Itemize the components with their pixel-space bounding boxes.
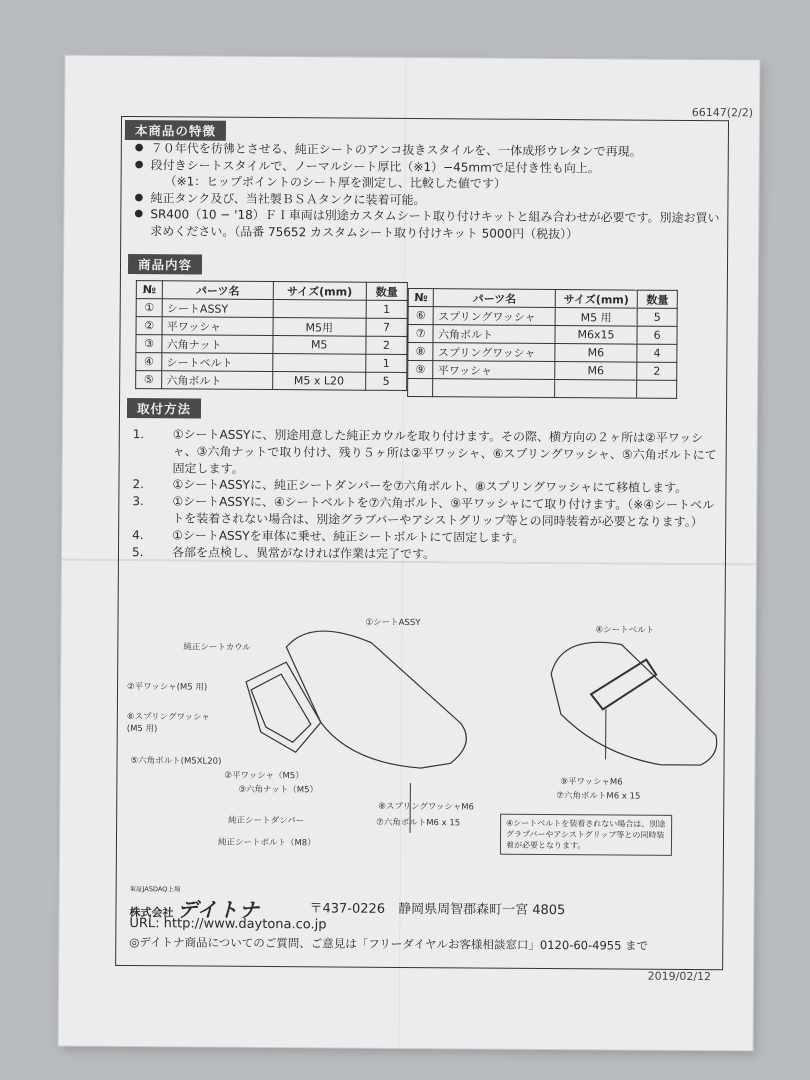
document-code: 66147(2/2) [691,105,754,120]
cell-part: 平ワッシャ [433,361,554,380]
col-qty: 数量 [637,290,677,308]
cell-no: ⑤ [136,371,162,389]
label-bolt-m6b: ⑦六角ボルトM6 x 15 [556,791,641,802]
cell-qty: 1 [366,354,407,372]
feature-note: （※1：ヒップポイントのシート厚を測定し、比較した値です） [164,174,506,191]
cell-size: M6 [555,344,638,363]
cell-no: ⑦ [408,324,434,342]
cell-part: シートASSY [162,299,272,318]
features-heading: 本商品の特徴 [125,120,226,141]
cell-no: ④ [136,353,162,371]
table-row [408,342,677,362]
cell-size: M6x15 [555,326,638,345]
cell-qty: 2 [366,336,407,354]
cell-part: シートベルト [162,353,272,372]
cell-qty: 1 [366,300,407,318]
corp-prefix: 株式会社 [129,906,174,920]
col-no: № [136,281,162,299]
issue-date: 2019/02/12 [647,969,712,984]
table-row [408,306,677,326]
step-text: ①シートASSYに、純正シートダンパーを⑦六角ボルト、⑧スプリングワッシャにて移植します。 [172,477,688,496]
company-url: URL: http://www.daytona.co.jp [129,916,327,933]
label-seat-belt: ④シートベルト [595,625,655,636]
col-size: サイズ(mm) [555,290,638,309]
cell-qty: 7 [366,318,407,336]
step-number: 3. [132,494,144,509]
install-heading: 取付方法 [127,398,201,419]
step-text: ①シートASSYに、④シートベルトを⑦六角ボルト、⑨平ワッシャにて取り付けます。（※④シートベルトを装着されない場合は、別途グラブバーやアシストグリップ等との同時装着が必要となります。） [172,494,715,530]
company-address: 〒437-0226 静岡県周智郡森町一宮 4805 [309,901,566,919]
table-row-empty [408,378,677,398]
cell-no: ③ [136,335,162,353]
cell-size: M5 [272,336,366,355]
table-header-row [408,288,677,308]
contents-heading: 商品内容 [128,254,202,275]
step-text: ①シートASSYに、別途用意した純正カウルを取り付けます。その際、横方向の２ヶ所は②平ワッシャ、③六角ナットで取り付け、残り５ヶ所は②平ワッシャ、⑥スプリングワッシャ、⑤六角ボルトにて固定します。 [172,427,717,476]
cell-size: M5用 [273,318,367,337]
step-number: 1. [132,427,145,442]
label-spring-m6: ⑧スプリングワッシャM6 [378,801,475,813]
cell-size [272,354,366,373]
cell-qty: 6 [637,326,677,344]
parts-table-left [135,280,408,391]
label-washer-m6: ⑨平ワッシャM6 [560,777,623,788]
seat-assy-drawing [286,631,468,769]
table-row [408,360,677,380]
label-seat-bolt: 純正シートボルト（M8） [217,837,316,849]
table-row [136,353,407,373]
seat-belt-seat-drawing [551,642,718,765]
cell-qty: 4 [637,344,677,362]
label-seat-assy: ①シートASSY [365,617,421,629]
step-item [133,426,723,481]
cell-size: M6 [554,362,637,381]
cell-qty: 5 [366,372,407,390]
cell-no: ② [136,317,162,335]
feature-item: ● ７０年代を彷彿とさせる、純正シートのアンコ抜きスタイルを、一体成形ウレタンで再現。 [135,140,725,161]
cell-no: ⑥ [408,306,434,324]
step-item [132,493,722,531]
install-steps [132,426,723,564]
cell-qty: 2 [637,362,677,380]
label-nut-m5: ③六角ナット（M5） [238,784,319,796]
seat-belt-drawing [591,659,656,709]
cell-no: ⑧ [408,342,434,360]
label-bolt-m5: ⑤六角ボルト(M5XL20) [130,756,222,767]
contact-info: ◎デイトナ商品についてのご質問、ご意見は「フリーダイヤルお客様相談窓口」0120-60-4955 まで [129,935,649,953]
cowl-drawing [246,662,322,753]
cell-part: スプリングワッシャ [434,307,555,326]
col-part-name: パーツ名 [434,289,555,308]
cell-qty: 5 [637,308,677,326]
cell-part: 平ワッシャ [162,317,272,336]
table-row [136,299,407,319]
cell-part: 六角ボルト [433,325,554,344]
step-number: 5. [131,544,144,559]
feature-item: ● 純正タンク及び、当社製ＢＳＡタンクに装着可能。 [134,190,724,211]
cell-no: ① [136,299,162,317]
step-text: 各部を点検し、異常がなければ作業は完了です。 [171,544,436,561]
col-part-name: パーツ名 [163,281,273,300]
table-row [408,324,677,344]
brand-name: デイトナ [177,897,261,922]
cell-size: M5 用 [555,308,638,327]
table-row [136,335,407,355]
cell-no: ⑨ [408,360,434,378]
table-header-row [136,281,407,301]
label-damper: 純正シートダンパー [228,815,305,827]
parts-table-right [407,288,678,399]
col-qty: 数量 [366,282,407,300]
step-number: 2. [132,477,144,492]
label-washer-m5: ②平ワッシャ(M5 用) [127,682,208,693]
seat-belt-warning-box: ④シートベルトを装着されない場合は、別途グラブバーやアシストグリップ等との同時装着が必要となります。 [500,814,672,856]
cell-size [273,300,367,319]
listing-note: 東証JASDAQ上場 [129,885,181,894]
label-washer-m5b: ②平ワッシャ（M5） [224,770,304,782]
step-number: 4. [132,527,144,542]
col-size: サイズ(mm) [273,282,367,301]
label-oem-cowl: 純正シートカウル [183,642,251,653]
cell-part: スプリングワッシャ [433,343,554,362]
label-spring-m5: ⑥スプリングワッシャ(M5 用) [126,712,210,735]
step-text: ①シートASSYを車体に乗せ、純正シートボルトにて固定します。 [172,528,525,545]
feature-item: ● SR400（10 − '18）ＦＩ車両は別途カスタムシート取り付けキットと組み合わせが必要です。別途お買い求めください。（品番 75652 カスタムシート取り付けキット 5000円（税抜）） [134,206,724,243]
label-bolt-m6: ⑦六角ボルトM6 x 15 [376,817,461,829]
table-row [136,371,407,391]
cell-part: 六角ナット [162,335,272,354]
col-no: № [408,288,434,306]
feature-item: ● 段付きシートスタイルで、ノーマルシート厚比（※1）−45mmで足付き性も向上。 [135,157,725,178]
cell-part: 六角ボルト [162,371,272,390]
features-list [134,140,725,243]
cell-size: M5 x L20 [272,372,366,391]
instruction-sheet [59,56,760,1051]
table-row [136,317,407,337]
